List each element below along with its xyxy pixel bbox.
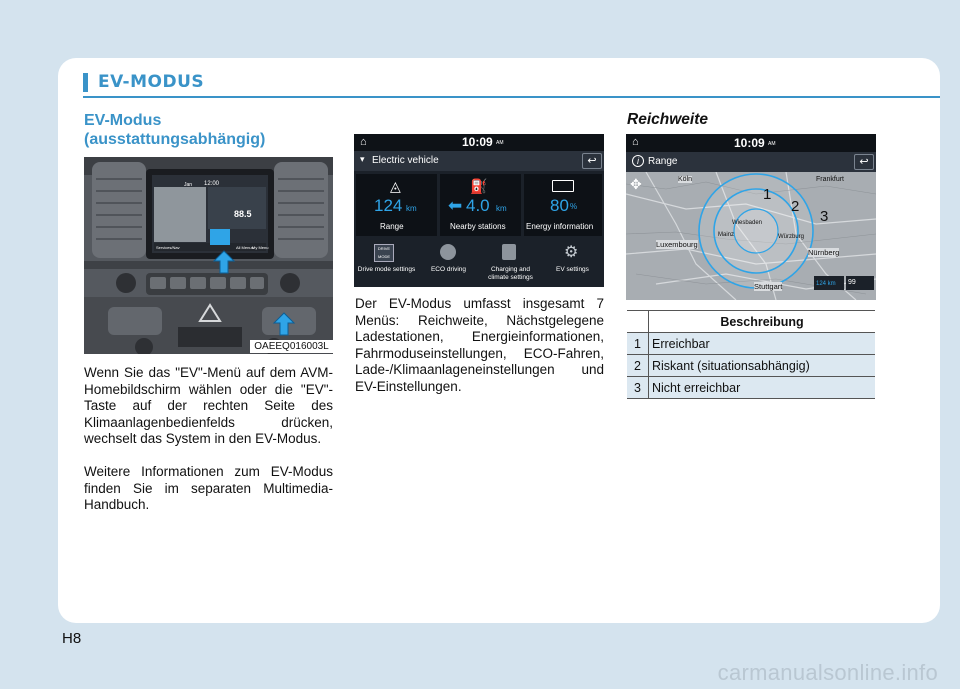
compass-icon: ✥ [630, 176, 642, 192]
compass-icon: ◬ [390, 178, 401, 194]
section-title-line1: EV-Modus [84, 112, 162, 129]
map-city-stuttgart: Stuttgart [754, 282, 783, 291]
tile-nearby-value: 4.0 [466, 196, 490, 215]
ev-screen-image [354, 134, 604, 287]
button-ev-settings-label: EV settings [556, 266, 589, 273]
tile-range-unit: km [406, 204, 417, 213]
table-row-number: 1 [627, 333, 649, 355]
ev-ampm: AM [496, 140, 504, 146]
map-city-mainz: Mainz [718, 232, 735, 238]
tile-energy-unit: % [570, 202, 578, 211]
range-marker-2: 2 [791, 198, 800, 215]
eco-icon [440, 244, 456, 260]
map-ampm: AM [768, 141, 776, 147]
back-icon: ↩ [582, 153, 602, 169]
button-charging-climate [480, 240, 541, 285]
paragraph-ev-menus: Der EV-Modus umfasst insgesamt 7 Menüs: Reichweite, Nächstgelegene Ladestationen, Energieinformationen, Fahrmoduseinstellungen, ECO-Fahren, Lade-/Klimaanlageneinstellungen und EV-Einstellungen. [355, 296, 604, 394]
page-number: H8 [62, 630, 82, 647]
map-status-bar [626, 134, 876, 152]
map-battery-badge: 99 [848, 279, 856, 286]
ev-title-bar [354, 151, 604, 171]
collapse-icon: ▾ [360, 154, 365, 164]
table-row-text: Nicht erreichbar [649, 377, 876, 399]
info-icon: i [632, 155, 644, 167]
table-row [627, 377, 875, 399]
table-header-description: Beschreibung [649, 311, 876, 333]
map-city-wiesbaden: Wiesbaden [732, 220, 763, 226]
section-title-reichweite: Reichweite [627, 111, 708, 128]
paragraph-ev-switch: Wenn Sie das "EV"-Menü auf dem AVM-Homebildschirm wählen oder die "EV"-Taste auf der rechten Seite des Klimaanlagenbedienfelds drücken, wechselt das System in den EV-Modus. [84, 365, 333, 447]
table-row-text: Erreichbar [649, 333, 876, 355]
ev-status-bar [354, 134, 604, 151]
tile-range [356, 174, 437, 236]
tile-nearby-unit: km [496, 204, 507, 213]
table-row-number: 2 [627, 355, 649, 377]
button-eco-driving-label: ECO driving [430, 266, 467, 273]
header-accent-bar [83, 73, 88, 92]
map-city-frankfurt: Frankfurt [816, 176, 845, 183]
paragraph-more-info: Weitere Informationen zum EV-Modus finden Sie im separaten Multimedia-Handbuch. [84, 464, 333, 513]
ev-screen-title: Electric vehicle [372, 155, 439, 166]
range-marker-3: 3 [820, 208, 829, 225]
charging-station-icon: ⛽ [470, 178, 488, 194]
header-divider [83, 96, 940, 98]
ev-time: 10:09 [462, 135, 493, 149]
map-screen-title: Range [648, 156, 678, 167]
drive-mode-icon: DRIVE MODE [374, 244, 394, 262]
button-drive-mode-label: Drive mode settings [357, 266, 416, 273]
map-range-badge: 124 km [816, 281, 836, 287]
range-legend-table [627, 310, 875, 399]
car-screen-menu-all: All Menus [236, 245, 254, 250]
button-charging-climate-label: Charging and climate settings [488, 266, 533, 281]
table-row [627, 355, 875, 377]
table-header-row [627, 311, 875, 333]
back-icon: ↩ [854, 154, 874, 170]
image-reference-label: OAEEQ016003L [250, 340, 333, 353]
tile-range-value: 124 [374, 196, 403, 215]
watermark: carmanualsonline.info [717, 660, 938, 685]
home-icon: ⌂ [632, 136, 639, 148]
battery-icon [552, 180, 574, 192]
map-city-wuerzburg: Würzburg [778, 234, 805, 240]
map-time: 10:09 [734, 136, 765, 150]
gear-icon: ⚙ [564, 244, 579, 261]
charging-climate-icon [502, 244, 516, 260]
button-eco-driving [418, 240, 479, 285]
table-row [627, 333, 875, 355]
tile-energy-value: 80 [550, 196, 569, 215]
button-ev-settings [542, 240, 603, 285]
car-screen-date: Jan [184, 182, 193, 188]
map-title-bar [626, 152, 876, 172]
section-title-ev-modus [84, 111, 265, 149]
range-marker-1: 1 [763, 186, 772, 203]
home-icon: ⌂ [360, 136, 367, 148]
tile-nearby-label: Nearby stations [450, 222, 506, 231]
range-map-image [626, 134, 876, 300]
car-screen-menu-services: Services/Nav [156, 245, 180, 250]
car-dashboard-image [84, 157, 333, 354]
map-city-luxembourg: Luxembourg [656, 240, 698, 249]
page-header-title: EV-MODUS [98, 72, 205, 92]
table-row-number: 3 [627, 377, 649, 399]
car-screen-time: 12:00 [204, 181, 220, 187]
map-city-nuernberg: Nürnberg [808, 248, 840, 257]
arrow-left-icon: ⬅ [448, 196, 463, 215]
button-drive-mode [356, 240, 417, 285]
tile-energy [524, 174, 602, 236]
map-city-koeln: Köln [678, 176, 693, 183]
table-row-text: Riskant (situationsabhängig) [649, 355, 876, 377]
tile-nearby [440, 174, 521, 236]
section-title-line2: (ausstattungsabhängig) [84, 131, 266, 148]
tile-energy-label: Energy information [526, 222, 594, 231]
car-screen-menu-my: My Menu [252, 245, 269, 250]
car-screen-frequency: 88.5 [234, 209, 252, 219]
tile-range-label: Range [380, 222, 404, 231]
